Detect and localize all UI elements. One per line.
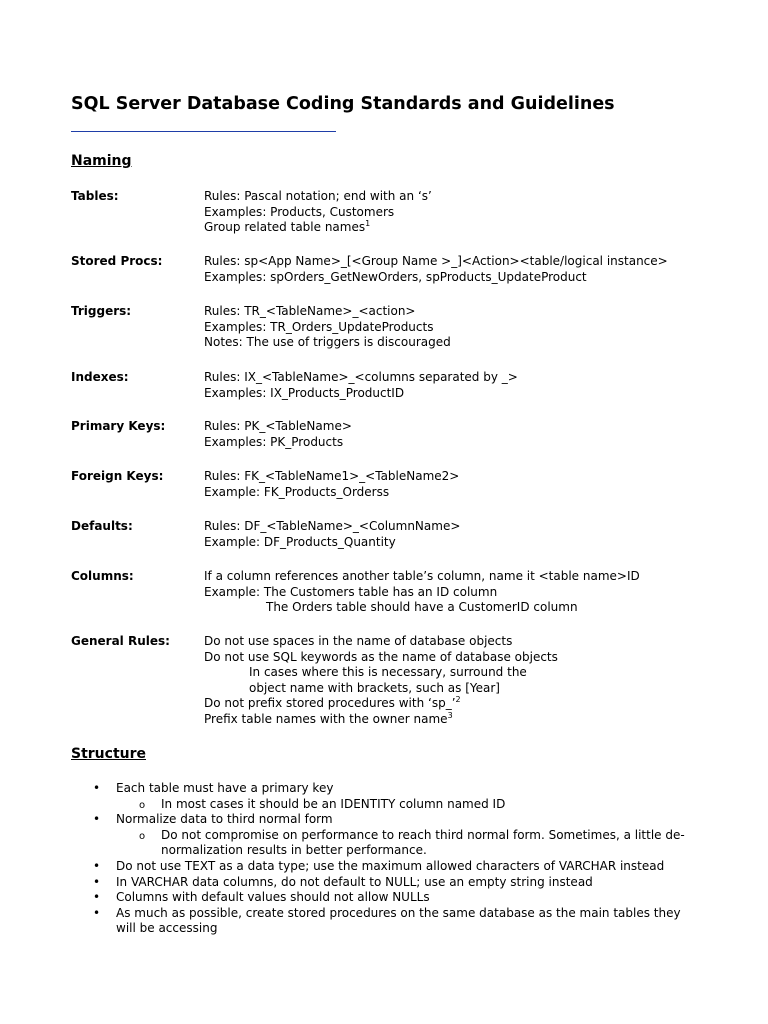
entry-content-columns (204, 569, 764, 616)
defaults-example: Example: DF_Products_Quantity (204, 534, 396, 549)
general-rule-sp-prefix-text: Do not prefix stored procedures with ‘sp_’ (204, 696, 456, 711)
primary-keys-rules: Rules: PK_<TableName> (204, 419, 352, 433)
tables-group-note (204, 220, 764, 236)
general-rule-keywords: Do not use SQL keywords as the name of database objects (204, 649, 558, 664)
general-rule-owner-prefix-text: Prefix table names with the owner name (204, 711, 448, 726)
tables-examples: Examples: Products, Customers (204, 204, 395, 219)
list-item-text: In VARCHAR data columns, do not default to NULL; use an empty string instead (116, 874, 593, 889)
bullet-marker: • (93, 890, 101, 905)
entry-content-primary-keys (204, 419, 764, 450)
list-item-text: Columns with default values should not allow NULLs (116, 890, 430, 905)
indexes-examples: Examples: IX_Products_ProductID (204, 385, 405, 400)
general-rule-owner-prefix (204, 712, 764, 728)
tables-group-text: Group related table names (204, 220, 366, 235)
list-item (71, 859, 721, 875)
primary-keys-examples: Examples: PK_Products (204, 434, 344, 449)
entry-label-defaults: Defaults: (71, 519, 133, 533)
list-item-text-continued: will be accessing (116, 921, 218, 936)
bullet-marker: • (93, 905, 101, 920)
list-item-text: Do not use TEXT as a data type; use the maximum allowed characters of VARCHAR instead (116, 858, 665, 873)
list-item-text: Normalize data to third normal form (116, 812, 333, 827)
defaults-rules: Rules: DF_<TableName>_<ColumnName> (204, 519, 461, 533)
general-rule-sp-prefix (204, 696, 764, 712)
foreign-keys-rules: Rules: FK_<TableName1>_<TableName2> (204, 469, 460, 483)
list-item-text: Each table must have a primary key (116, 781, 334, 795)
stored-procs-examples: Examples: spOrders_GetNewOrders, spProducts_UpdateProduct (204, 269, 587, 284)
triggers-rules: Rules: TR_<TableName>_<action> (204, 304, 416, 318)
list-item (71, 812, 721, 828)
entry-label-foreign-keys: Foreign Keys: (71, 469, 164, 483)
title-underline (71, 131, 336, 132)
indexes-rules: Rules: IX_<TableName>_<columns separated by _> (204, 370, 518, 384)
list-item (71, 906, 721, 937)
tables-rules: Rules: Pascal notation; end with an ‘s’ (204, 189, 432, 203)
entry-label-general-rules: General Rules: (71, 634, 170, 648)
entry-label-primary-keys: Primary Keys: (71, 419, 166, 433)
columns-rule: If a column references another table’s column, name it <table name>ID (204, 569, 640, 583)
sub-list-item (71, 828, 721, 859)
entry-label-indexes: Indexes: (71, 370, 129, 384)
list-item (71, 781, 721, 797)
bullet-marker: • (93, 858, 101, 873)
footnote-ref-1: 1 (365, 219, 371, 229)
bullet-marker: • (93, 781, 101, 795)
entry-content-stored-procs (204, 254, 764, 285)
entry-content-defaults (204, 519, 764, 550)
stored-procs-rules: Rules: sp<App Name>_[<Group Name >_]<Action><table/logical instance> (204, 254, 668, 268)
foreign-keys-example: Example: FK_Products_Orderss (204, 484, 390, 499)
bullet-marker: • (93, 874, 101, 889)
sub-bullet-marker: o (139, 799, 146, 811)
entry-content-foreign-keys (204, 469, 764, 500)
section-heading-naming: Naming (71, 153, 132, 169)
sub-list-item-text: Do not compromise on performance to reach third normal form. Sometimes, a little de- (161, 827, 685, 842)
list-item (71, 890, 721, 906)
triggers-examples: Examples: TR_Orders_UpdateProducts (204, 319, 434, 334)
entry-content-indexes (204, 370, 764, 401)
structure-list (71, 781, 721, 937)
entry-label-columns: Columns: (71, 569, 134, 583)
entry-content-general-rules (204, 634, 764, 728)
entry-label-triggers: Triggers: (71, 304, 132, 318)
columns-example: Example: The Customers table has an ID column (204, 584, 498, 599)
entry-label-tables: Tables: (71, 189, 119, 203)
sub-list-item-text-continued: normalization results in better performance. (161, 843, 427, 858)
entry-content-tables (204, 189, 764, 236)
list-item (71, 875, 721, 891)
bullet-marker: • (93, 812, 101, 827)
sub-list-item (71, 797, 721, 813)
section-heading-structure: Structure (71, 746, 147, 762)
entry-content-triggers (204, 304, 764, 351)
footnote-ref-3: 3 (447, 710, 453, 720)
triggers-notes: Notes: The use of triggers is discouraged (204, 335, 451, 350)
page-title: SQL Server Database Coding Standards and Guidelines (71, 94, 615, 114)
footnote-ref-2: 2 (455, 695, 461, 705)
sub-list-item-text: In most cases it should be an IDENTITY column named ID (161, 796, 506, 811)
columns-example-continued: The Orders table should have a CustomerID column (266, 600, 578, 615)
list-item-text: As much as possible, create stored procedures on the same database as the main tables they (116, 905, 681, 920)
general-rule-brackets-2: object name with brackets, such as [Year] (249, 680, 500, 695)
general-rule-spaces: Do not use spaces in the name of database objects (204, 634, 513, 648)
sub-bullet-marker: o (139, 830, 146, 842)
general-rule-brackets-1: In cases where this is necessary, surround the (249, 665, 527, 680)
entry-label-stored-procs: Stored Procs: (71, 254, 163, 268)
